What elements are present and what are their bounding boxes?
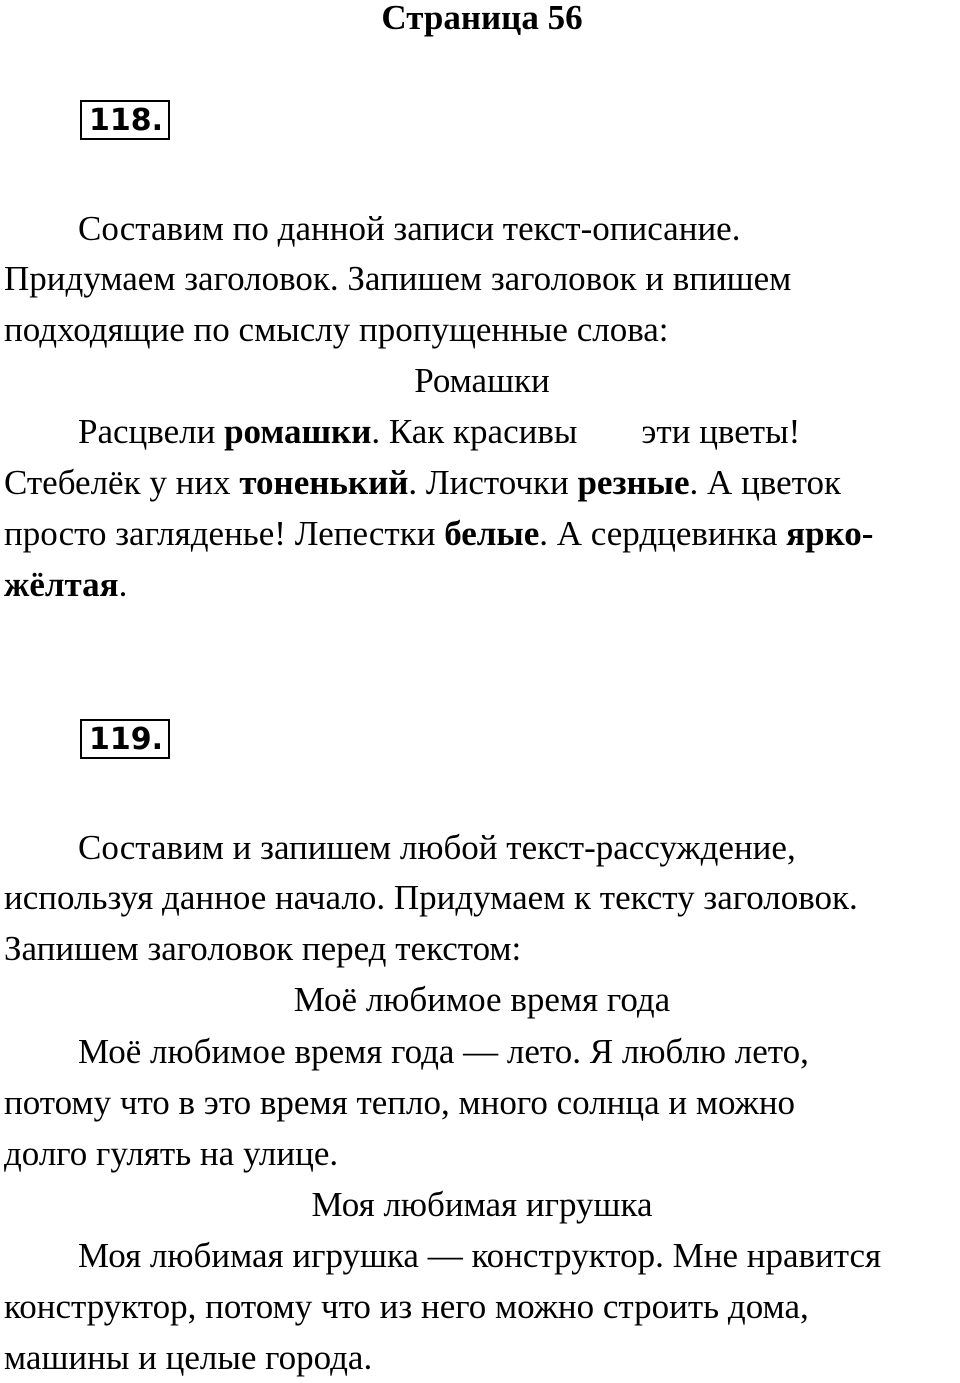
task-119-text1-line-1: Моё любимое время года — лето. Я люблю лето, — [78, 1032, 809, 1071]
task-118-text-line-4: жёлтая. — [4, 565, 128, 604]
filled-word: тоненький — [239, 463, 409, 502]
task-119-text2-line-2: конструктор, потому что из него можно строить дома, — [4, 1287, 809, 1326]
task-118-text-line-2: Стебелёк у них тоненький. Листочки резные. А цветок — [4, 463, 841, 502]
task-118-heading: Ромашки — [414, 361, 550, 400]
task-119-instruction-line-3: Запишем заголовок перед текстом: — [4, 929, 522, 968]
task-119-text1-line-2: потому что в это время тепло, много солнца и можно — [4, 1083, 796, 1122]
task-118-instruction-line-1: Составим по данной записи текст-описание. — [78, 209, 741, 248]
task-119-heading-2: Моя любимая игрушка — [311, 1185, 653, 1224]
filled-word: ярко- — [786, 514, 874, 553]
task-119-heading-1: Моё любимое время года — [293, 980, 671, 1019]
task-119-text2-line-3: машины и целые города. — [4, 1338, 373, 1377]
filled-word: жёлтая — [4, 565, 119, 604]
task-118-text-line-1: Расцвели ромашки. Как красивы эти цветы! — [78, 412, 801, 451]
task-119-text1-line-3: долго гулять на улице. — [4, 1134, 339, 1173]
filled-word: ромашки — [224, 412, 372, 451]
task-118-instruction-line-3: подходящие по смыслу пропущенные слова: — [4, 310, 669, 349]
task-118-instruction-line-2: Придумаем заголовок. Запишем заголовок и впишем — [4, 259, 792, 298]
page-title: Страница 56 — [381, 0, 583, 37]
filled-word: резные — [577, 463, 690, 502]
task-118-number: 118. — [80, 100, 170, 140]
task-119-instruction-line-1: Составим и запишем любой текст-рассуждение, — [78, 828, 796, 867]
task-119-text2-line-1: Моя любимая игрушка — конструктор. Мне нравится — [78, 1236, 882, 1275]
task-119-number: 119. — [80, 719, 170, 759]
task-119-instruction-line-2: используя данное начало. Придумаем к тексту заголовок. — [4, 878, 858, 917]
filled-word: белые — [444, 514, 540, 553]
task-118-text-line-3: просто загляденье! Лепестки белые. А сердцевинка ярко- — [4, 514, 874, 553]
